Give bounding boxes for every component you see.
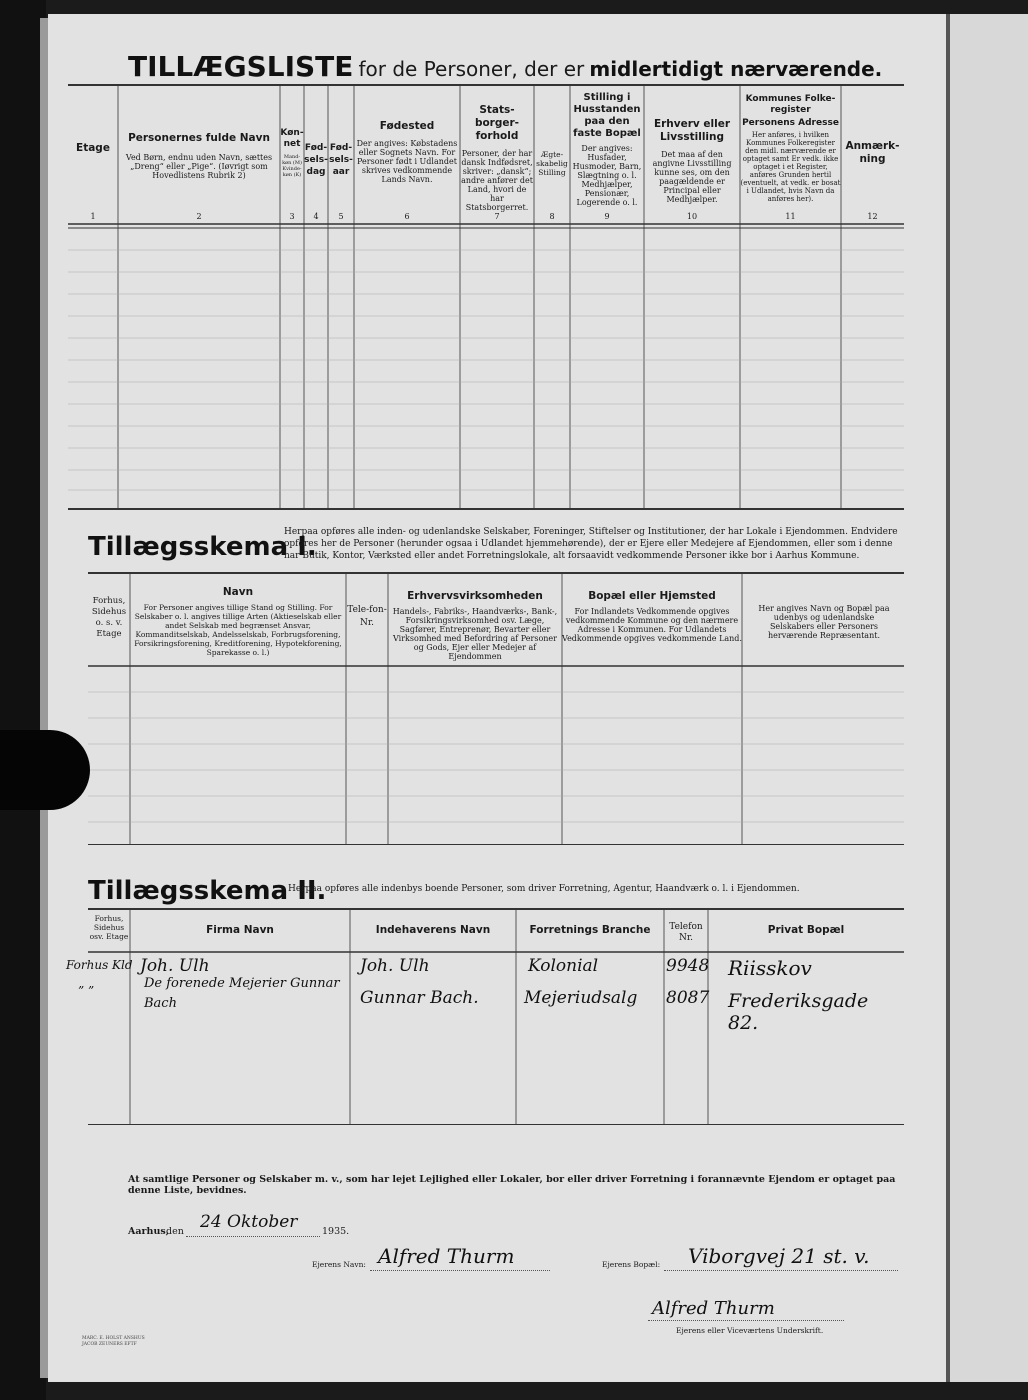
footer-statement: At samtlige Personer og Selskaber m. v., som har lejet Lejlighed eller Lokaler, bor eller driver Forretning i forannævnte Ejendom er optaget paa denne Liste, bevidnes. (128, 1174, 896, 1196)
skema2-col-branche: Forretnings Branche (529, 924, 651, 936)
col-num-11: 11 (785, 212, 796, 221)
col-kommunes-head: Kommunes Folke-register (745, 94, 836, 115)
skema2-intro: Herpaa opføres alle indenbys boende Personer, som driver Forretning, Agentur, Haandværk o. l. i Ejendommen. (288, 884, 800, 894)
row1-firma: Joh. Ulh (140, 956, 210, 976)
skema2-col-firma: Firma Navn (206, 924, 274, 936)
col-erhverv-sub: Det maa af den angivne Livsstilling kunne ses, om den paagældende er Principal eller Medhjælper. (652, 150, 732, 204)
col-foedselsaar-head: Fød-sels-aar (329, 143, 353, 177)
footer-den: den (166, 1226, 184, 1237)
row1-telefon: 9948 (666, 956, 710, 976)
main-title (128, 50, 918, 83)
skema1-col-erhverv-sub: Handels-, Fabriks-, Haandværks-, Bank-, Forsikringsvirksomhed osv. Læge, Sagfører, Entreprenør, Bevarter eller Virksomhed med Befordring af Personer og Gods, Ejer eller Medejer af Ejendommen (392, 607, 558, 661)
col-num-1: 1 (90, 212, 96, 221)
main-title-rest: for de Personer, der er (358, 57, 585, 81)
col-adresse-sub: Her anføres, i hvilken Kommunes Folkeregister den midl. nærværende er optaget samt Er vedk. ikke optaget i et Register, anføres Grunden hertil (eventuelt, at vedk. er bosat i Udlandet, hvis Navn da anføres her). (740, 131, 841, 203)
skema1-col-bopael: Bopæl eller Hjemsted (588, 590, 716, 602)
skema1-col-navn-sub: For Personer angives tillige Stand og Stilling. For Selskaber o. l. angives tillige Arten (Aktieselskab eller andet Selskab med begrænset Ansvar, Kommanditselskab, Andelsselskab, Forbrugsforening, Forsikringsforening, Kreditforening, Hypotekforening, Sparekasse o. l.) (134, 603, 342, 657)
col-statsborger-sub: Personer, der har dansk Indfødsret, skriver: „dansk“; andre anfører det Land, hvori de har Statsborgerret. (461, 149, 533, 212)
printer-mark: MARC. E. HOLST ANSHUS JACOB ZEUNERS EFTF (82, 1336, 145, 1347)
skema1-col-navn: Navn (222, 586, 254, 598)
owner-label: Ejerens Navn: (312, 1260, 366, 1269)
row2-telefon: 8087 (666, 988, 710, 1008)
col-statsborger-head: Stats-borger-forhold (474, 104, 520, 142)
owner-line (370, 1270, 550, 1271)
col-num-2: 2 (196, 212, 202, 221)
col-koen-sub: Mand-køn (M) Kvinde-køn (K) (282, 154, 302, 178)
col-num-6: 6 (404, 212, 410, 221)
col-num-8: 8 (549, 212, 555, 221)
skema2-col-telefon: Telefon Nr. (669, 922, 703, 943)
row2-branche: Mejeriudsalg (524, 988, 638, 1008)
col-foedested-head: Fødested (379, 120, 435, 132)
signature: Alfred Thurm (652, 1298, 775, 1319)
owner-address: Viborgvej 21 st. v. (688, 1244, 870, 1268)
skema1-col-bopael-sub: For Indlandets Vedkommende opgives vedkommende Kommune og den nærmere Adresse i Kommunen. For Udlandets Vedkommende opgives vedkommende Land. (562, 607, 742, 643)
signature-line (648, 1320, 844, 1321)
col-aegteskab-sub: Ægte-skabelig Stilling (536, 150, 568, 177)
col-navn-sub: Ved Børn, endnu uden Navn, sættes „Dreng“ eller „Pige“. (Iøvrigt som Hovedlistens Rubrik 2) (125, 153, 273, 180)
signature-caption: Ejerens eller Viceværtens Underskrift. (676, 1326, 824, 1335)
skema2-title: Tillægsskema II. (88, 876, 327, 906)
col-num-7: 7 (494, 212, 500, 221)
facing-page-edge (950, 14, 1028, 1382)
row1-etage: Forhus Kld (66, 958, 133, 972)
col-etage-head: Etage (76, 142, 110, 154)
row2-firma: De forenede Mejerier Gunnar Bach (144, 976, 340, 1011)
date-line (186, 1236, 320, 1237)
skema1-col-forhus: Forhus, Sidehus o. s. v. Etage (91, 596, 127, 639)
row2-bopael: Frederiksgade 82. (728, 990, 869, 1034)
binder-clip (0, 730, 90, 810)
skema2-col-bopael: Privat Bopæl (767, 924, 845, 936)
row2-indehaver: Gunnar Bach. (360, 988, 479, 1008)
col-stilling-sub: Der angives: Husfader, Husmoder, Barn, Slægtning o. l. Medhjælper, Pensionær, Logerende o. l. (572, 144, 642, 207)
tillaegsliste-table (68, 84, 904, 510)
row1-indehaver: Joh. Ulh (360, 956, 430, 976)
col-navn-head: Personernes fulde Navn (128, 132, 270, 144)
col-num-10: 10 (686, 212, 698, 221)
skema2-col-indehaver: Indehaverens Navn (375, 924, 491, 936)
col-num-3: 3 (289, 212, 295, 221)
skema1-col-erhverv: Erhvervsvirksomheden (407, 590, 543, 602)
col-erhverv-head: Erhverv eller Livsstilling (653, 118, 731, 143)
col-foedselsdag-head: Fød-sels-dag (304, 143, 328, 177)
skema1-table (88, 572, 904, 845)
row1-branche: Kolonial (528, 956, 599, 976)
address-label: Ejerens Bopæl: (602, 1260, 661, 1269)
main-title-strong2: midlertidigt nærværende. (589, 57, 883, 81)
col-num-4: 4 (313, 212, 319, 221)
skema2-table (66, 908, 904, 1125)
skema1-title: Tillægsskema I. (88, 532, 317, 562)
address-line (664, 1270, 898, 1271)
main-title-strong: TILLÆGSLISTE (128, 50, 354, 83)
footer-date: 24 Oktober (200, 1212, 298, 1232)
footer-year: 1935. (322, 1226, 350, 1237)
col-adresse-head: Personens Adresse (742, 118, 839, 128)
col-stilling-head: Stilling i Husstanden paa den faste Bopæl (573, 92, 641, 139)
skema1-intro: Herpaa opføres alle inden- og udenlandske Selskaber, Foreninger, Stiftelser og Institutioner, der har Lokale i Ejendommen. Endvidere opføres her de Personer (herunder ogsaa i Udlandet hjemmehørende), der er Ejere eller Medejere af Ejendommen, eller som i denne har Butik, Kontor, Værksted eller andet Forretningslokale, alt forsaavidt vedkommende Personer ikke bor i Aarhus Kommune. (284, 527, 898, 561)
footer-city: Aarhus, (128, 1226, 170, 1237)
binding-edge (40, 18, 48, 1378)
owner-name: Alfred Thurm (378, 1244, 515, 1268)
skema1-col-telefon: Tele-fon-Nr. (347, 605, 387, 628)
form-page (48, 14, 948, 1382)
col-num-5: 5 (338, 212, 344, 221)
row2-etage: ” ” (78, 984, 95, 998)
skema2-col-forhus: Forhus, Sidehus osv. Etage (89, 914, 129, 941)
skema1-col-repr: Her angives Navn og Bopæl paa udenbys og udenlandske Selskabers eller Personers herværende Repræsentant. (758, 604, 890, 640)
col-foedested-sub: Der angives: Købstadens eller Sognets Navn. For Personer født i Udlandet skrives vedkommende Lands Navn. (356, 139, 458, 184)
col-koen-head: Køn-net (280, 128, 304, 149)
col-num-9: 9 (604, 212, 610, 221)
col-num-12: 12 (867, 212, 878, 221)
col-anmaerkning-head: Anmærk-ning (845, 140, 900, 165)
row1-bopael: Riisskov (728, 956, 812, 980)
